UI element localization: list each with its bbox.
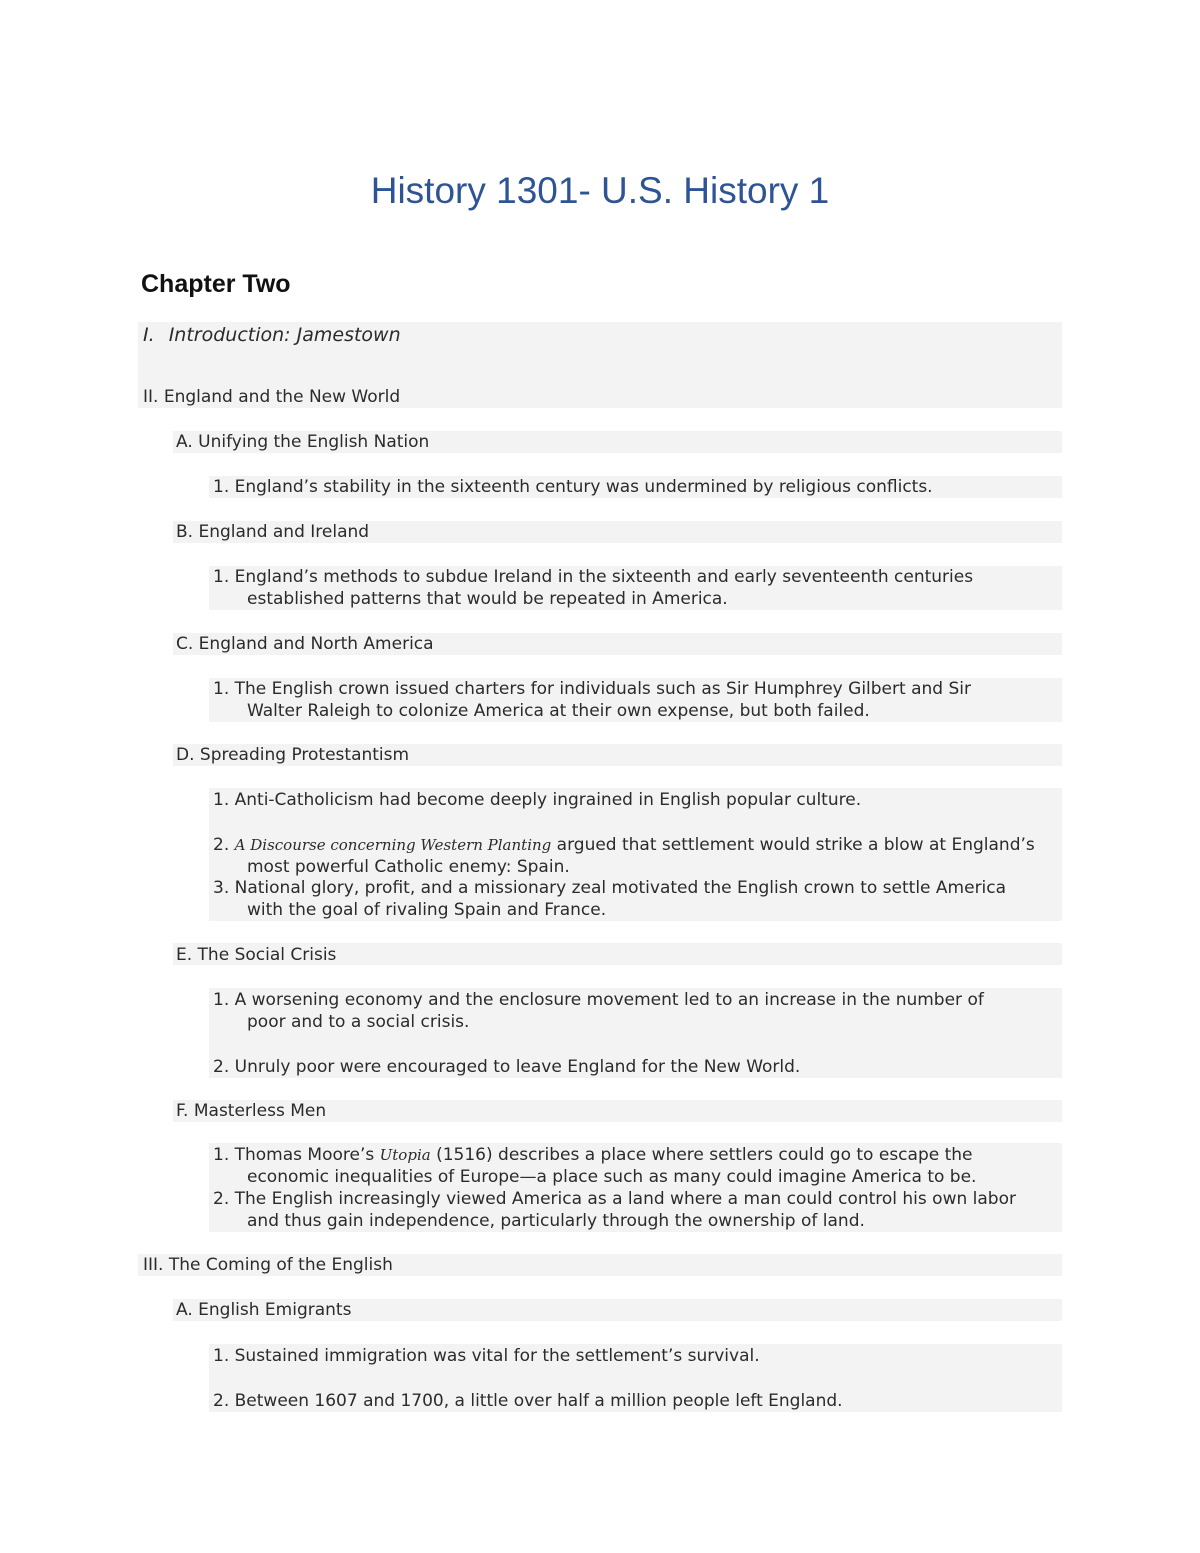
subsection-heading: F. Masterless Men: [176, 1101, 327, 1121]
subsection-heading: E. The Social Crisis: [176, 945, 337, 965]
subsection-heading: A. English Emigrants: [176, 1300, 352, 1320]
item-text: 1. Thomas Moore’s: [213, 1145, 380, 1165]
outline-item: 2. Between 1607 and 1700, a little over half a million people left England.: [213, 1391, 843, 1411]
outline-item-continued: and thus gain independence, particularly through the ownership of land.: [247, 1211, 865, 1231]
outline-item-continued: with the goal of rivaling Spain and France.: [247, 900, 607, 920]
outline-item-continued: poor and to a social crisis.: [247, 1012, 470, 1032]
section-label: Introduction: Jamestown: [168, 324, 401, 346]
book-title: A Discourse concerning Western Planting: [234, 836, 552, 854]
outline-item: 1. Sustained immigration was vital for the settlement’s survival.: [213, 1346, 760, 1366]
book-title: Utopia: [379, 1146, 431, 1164]
subsection-heading: A. Unifying the English Nation: [176, 432, 430, 452]
outline-item: 2. The English increasingly viewed America as a land where a man could control his own labor: [213, 1189, 1016, 1209]
outline-item: 1. England’s methods to subdue Ireland in the sixteenth and early seventeenth centuries: [213, 567, 974, 587]
outline-item: 1. Anti-Catholicism had become deeply ingrained in English popular culture.: [213, 790, 862, 810]
section-heading-english: III. The Coming of the English: [143, 1255, 393, 1275]
section-heading-intro: [143, 324, 401, 346]
outline-item: [213, 1144, 973, 1166]
outline-item: 1. A worsening economy and the enclosure movement led to an increase in the number of: [213, 990, 984, 1010]
chapter-heading: Chapter Two: [141, 270, 291, 298]
outline-item-continued: most powerful Catholic enemy: Spain.: [247, 857, 570, 877]
subsection-heading: B. England and Ireland: [176, 522, 370, 542]
document-title: History 1301- U.S. History 1: [370, 170, 830, 211]
outline-item-continued: Walter Raleigh to colonize America at their own expense, but both failed.: [247, 701, 870, 721]
section-number: I.: [143, 324, 155, 346]
outline-item: 2. Unruly poor were encouraged to leave England for the New World.: [213, 1057, 801, 1077]
section-heading-england: II. England and the New World: [143, 387, 401, 407]
outline-item: 3. National glory, profit, and a missionary zeal motivated the English crown to settle America: [213, 878, 1007, 898]
subsection-heading: C. England and North America: [176, 634, 434, 654]
outline-item: 1. The English crown issued charters for individuals such as Sir Humphrey Gilbert and Sir: [213, 679, 971, 699]
item-number: 2.: [213, 835, 230, 855]
subsection-heading: D. Spreading Protestantism: [176, 745, 410, 765]
item-text: (1516) describes a place where settlers could go to escape the: [430, 1145, 973, 1165]
outline-item: 1. England’s stability in the sixteenth century was undermined by religious conflicts.: [213, 477, 933, 497]
outline-item: [213, 834, 1035, 856]
item-text: argued that settlement would strike a blow at England’s: [551, 835, 1035, 855]
outline-item-continued: established patterns that would be repeated in America.: [247, 589, 728, 609]
outline-item-continued: economic inequalities of Europe—a place such as many could imagine America to be.: [247, 1167, 977, 1187]
